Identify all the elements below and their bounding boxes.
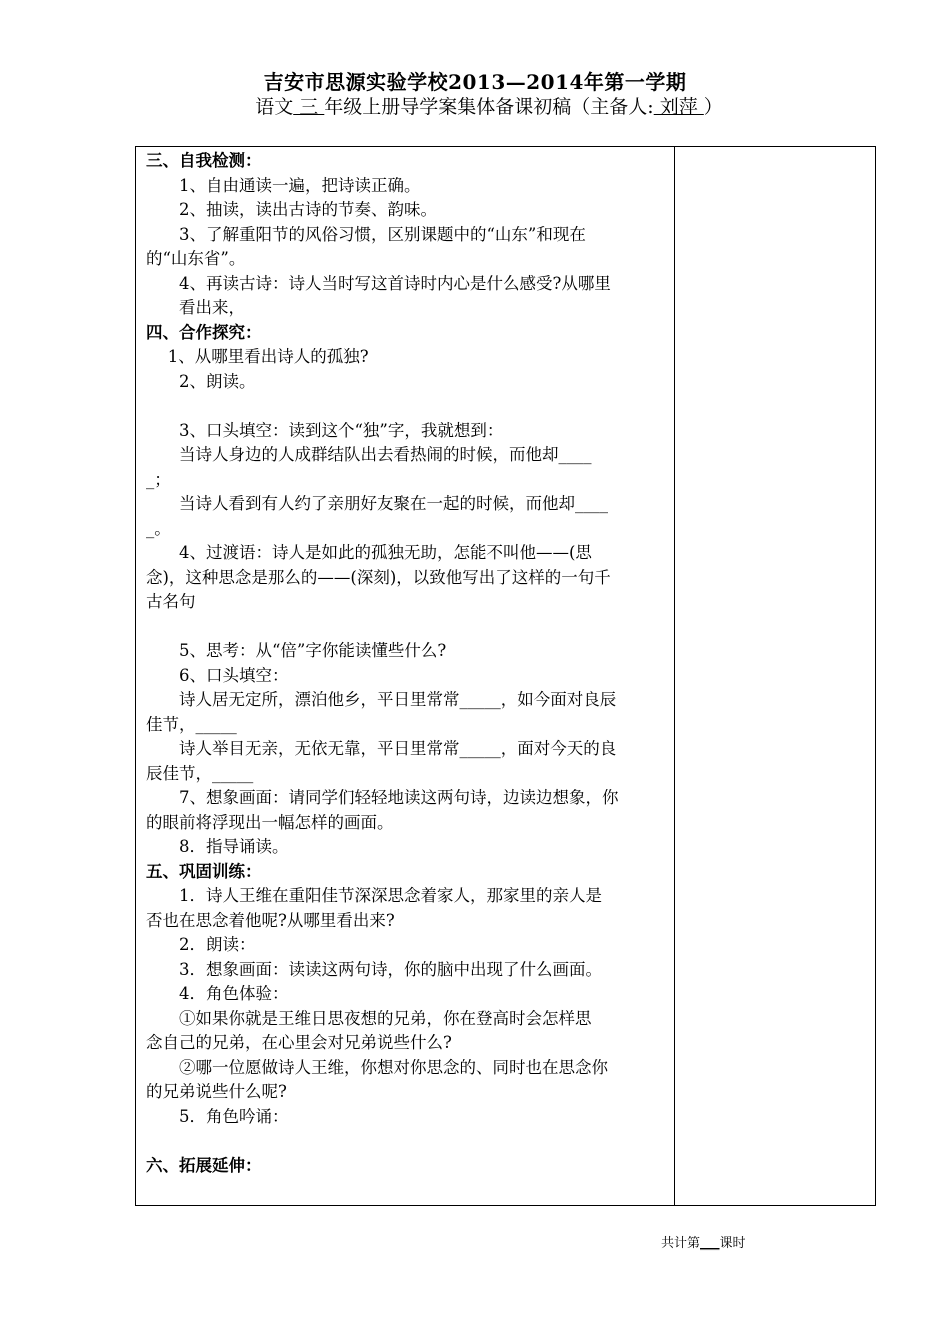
document-subtitle	[14, 92, 950, 119]
grade-field: 三	[293, 96, 325, 118]
section-heading: 四、合作探究：	[146, 322, 262, 342]
footer-suffix: 课时	[719, 1236, 746, 1251]
content-line: 4．角色体验：	[146, 984, 289, 1003]
section-heading: 三、自我检测：	[146, 151, 262, 170]
table-column-divider	[674, 146, 675, 1206]
content-line: 3、了解重阳节的风俗习惯，区别课题中的“山东”和现在	[146, 224, 586, 244]
content-line: 5、思考：从“倍”字你能读懂些什么?	[146, 641, 447, 660]
subtitle-mid: 年级上册导学案集体备课初稿（主备人:	[324, 96, 654, 118]
content-line: 念自己的兄弟，在心里会对兄弟说些什么?	[146, 1033, 452, 1052]
content-line: 2、抽读，读出古诗的节奏、韵味。	[146, 200, 437, 219]
content-line: 诗人居无定所，漂泊他乡，平日里常常_____，如今面对良辰	[146, 690, 617, 709]
content-line: 4、过渡语：诗人是如此的孤独无助，怎能不叫他——(思	[146, 543, 592, 562]
content-line: 2、朗读。	[146, 371, 256, 391]
subtitle-suffix: ）	[703, 96, 723, 118]
section-heading: 六、拓展延伸：	[146, 1155, 262, 1175]
subtitle-prefix: 语文	[255, 96, 294, 118]
content-line: 7、想象画面：请同学们轻轻地读这两句诗，边读边想象，你	[146, 788, 619, 807]
content-line: 8．指导诵读。	[146, 837, 289, 856]
lesson-count-footer	[661, 1232, 746, 1251]
content-line: 2．朗读：	[146, 935, 256, 954]
content-line: _；	[146, 469, 171, 489]
content-line: ②哪一位愿做诗人王维，你想对你思念的、同时也在思念你	[146, 1057, 608, 1077]
content-line: 的眼前将浮现出一幅怎样的画面。	[146, 812, 394, 832]
content-line: 当诗人身边的人成群结队出去看热闹的时候，而他却____	[146, 445, 592, 464]
content-line: 诗人举目无亲，无依无靠，平日里常常_____，面对今天的良	[146, 739, 617, 758]
content-line: 古名句	[146, 592, 196, 611]
content-line: 6、口头填空：	[146, 665, 289, 685]
content-line: 辰佳节，_____	[146, 763, 254, 783]
footer-prefix: 共计第	[661, 1236, 701, 1251]
section-heading: 五、巩固训练：	[146, 861, 262, 881]
preparer-field: 刘萍	[653, 96, 704, 118]
content-line: 的“山东省”。	[146, 249, 246, 268]
content-line: 3、口头填空：读到这个“独”字，我就想到：	[146, 420, 504, 440]
content-line: 否也在思念着他呢?从哪里看出来?	[146, 910, 395, 930]
content-line	[146, 615, 670, 640]
content-line: 1、从哪里看出诗人的孤独?	[146, 347, 369, 366]
content-line: 念)，这种思念是那么的——(深刻)，以致他写出了这样的一句千	[146, 567, 611, 587]
content-line: 看出来，	[146, 298, 245, 317]
content-line: ①如果你就是王维日思夜想的兄弟，你在登高时会怎样思	[146, 1008, 592, 1028]
content-line: 3．想象画面：读读这两句诗，你的脑中出现了什么画面。	[146, 959, 602, 979]
content-line: 1、自由通读一遍，把诗读正确。	[146, 175, 421, 195]
lesson-content	[146, 149, 670, 1178]
content-line: 的兄弟说些什么呢?	[146, 1082, 287, 1101]
content-line: 当诗人看到有人约了亲朋好友聚在一起的时候，而他却____	[146, 494, 608, 513]
footer-blank: ___	[700, 1236, 720, 1251]
content-line: 4、再读古诗：诗人当时写这首诗时内心是什么感受?从哪里	[146, 273, 611, 293]
content-line: 1．诗人王维在重阳佳节深深思念着家人，那家里的亲人是	[146, 886, 602, 905]
content-line	[146, 1129, 670, 1154]
document-title: 吉安市思源实验学校2013—2014年第一学期	[263, 70, 687, 94]
content-line: _。	[146, 518, 171, 538]
content-line: 5．角色吟诵：	[146, 1106, 289, 1126]
content-line: 佳节，_____	[146, 714, 237, 734]
content-line	[146, 394, 670, 419]
